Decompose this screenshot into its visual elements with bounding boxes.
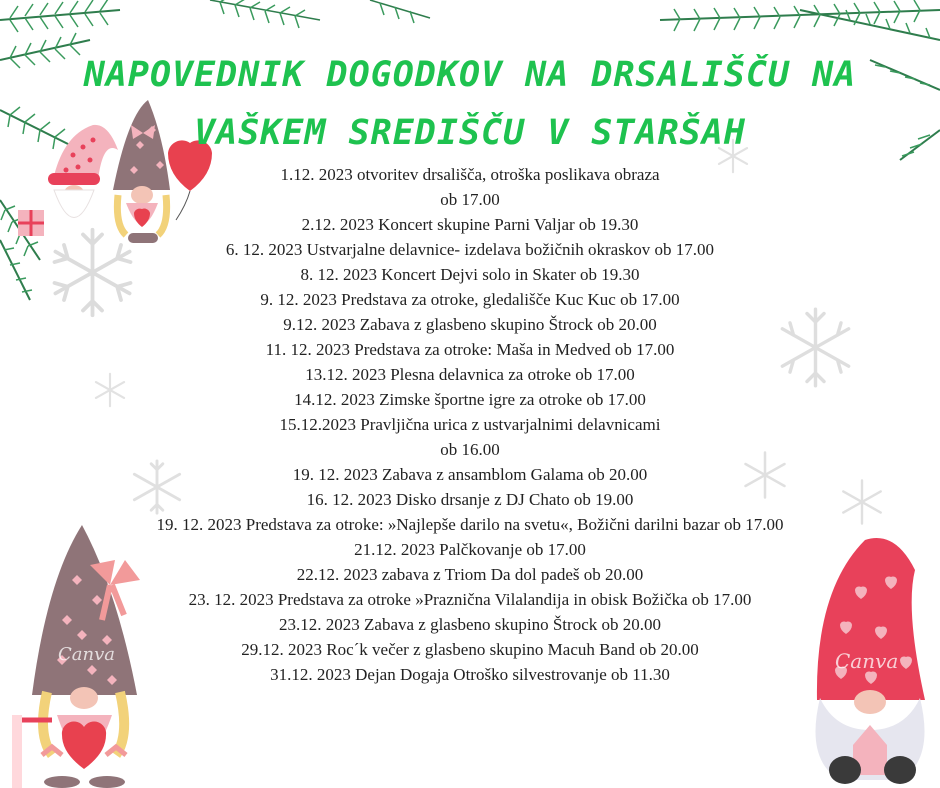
event-line: 22.12. 2023 zabava z Triom Da dol padeš ob 20.00 <box>296 565 644 584</box>
event-line: 15.12.2023 Pravljična urica z ustvarjalnimi delavnicami <box>279 415 661 434</box>
watermark-text: Canva <box>58 644 115 665</box>
event-line: 19. 12. 2023 Predstava za otroke: »Najlepše darilo na svetu«, Božični darilni bazar ob 17.00 <box>156 515 784 534</box>
event-line: 2.12. 2023 Koncert skupine Parni Valjar ob 19.30 <box>301 215 639 234</box>
pine-branch-top-center <box>200 0 460 40</box>
event-line: ob 16.00 <box>440 440 500 459</box>
event-line: 14.12. 2023 Zimske športne igre za otroke ob 17.00 <box>294 390 646 409</box>
page-title-line-1: NAPOVEDNIK DOGODKOV NA DRSALIŠČU NA <box>83 55 857 95</box>
event-line: 6. 12. 2023 Ustvarjalne delavnice- izdelava božičnih okraskov ob 17.00 <box>225 240 715 259</box>
watermark-text: Canva <box>835 649 899 673</box>
event-line: 21.12. 2023 Palčkovanje ob 17.00 <box>354 540 586 559</box>
event-line: 19. 12. 2023 Zabava z ansamblom Galama ob 20.00 <box>292 465 648 484</box>
event-line: 13.12. 2023 Plesna delavnica za otroke ob 17.00 <box>305 365 635 384</box>
page-title-line-2: VAŠKEM SREDIŠČU V STARŠAH <box>194 113 746 153</box>
event-line: 9.12. 2023 Zabava z glasbeno skupino Štrock ob 20.00 <box>283 315 657 334</box>
event-line: 29.12. 2023 Roc´k večer z glasbeno skupino Macuh Band ob 20.00 <box>241 640 699 659</box>
event-line: 23.12. 2023 Zabava z glasbeno skupino Štrock ob 20.00 <box>279 615 661 634</box>
event-line: 9. 12. 2023 Predstava za otroke, gledališče Kuc Kuc ob 17.00 <box>260 290 680 309</box>
event-line: 31.12. 2023 Dejan Dogaja Otroško silvestrovanje ob 11.30 <box>270 665 670 684</box>
event-line: 23. 12. 2023 Predstava za otroke »Praznična Vilalandija in obisk Božička ob 17.00 <box>188 590 752 609</box>
event-line: 16. 12. 2023 Disko drsanje z DJ Chato ob 19.00 <box>306 490 634 509</box>
event-line: 1.12. 2023 otvoritev drsališča, otroška poslikava obraza <box>280 165 660 184</box>
event-line: 11. 12. 2023 Predstava za otroke: Maša in Medved ob 17.00 <box>265 340 675 359</box>
event-line: 8. 12. 2023 Koncert Dejvi solo in Skater ob 19.30 <box>300 265 640 284</box>
event-line: ob 17.00 <box>440 190 500 209</box>
event-list <box>0 162 940 687</box>
